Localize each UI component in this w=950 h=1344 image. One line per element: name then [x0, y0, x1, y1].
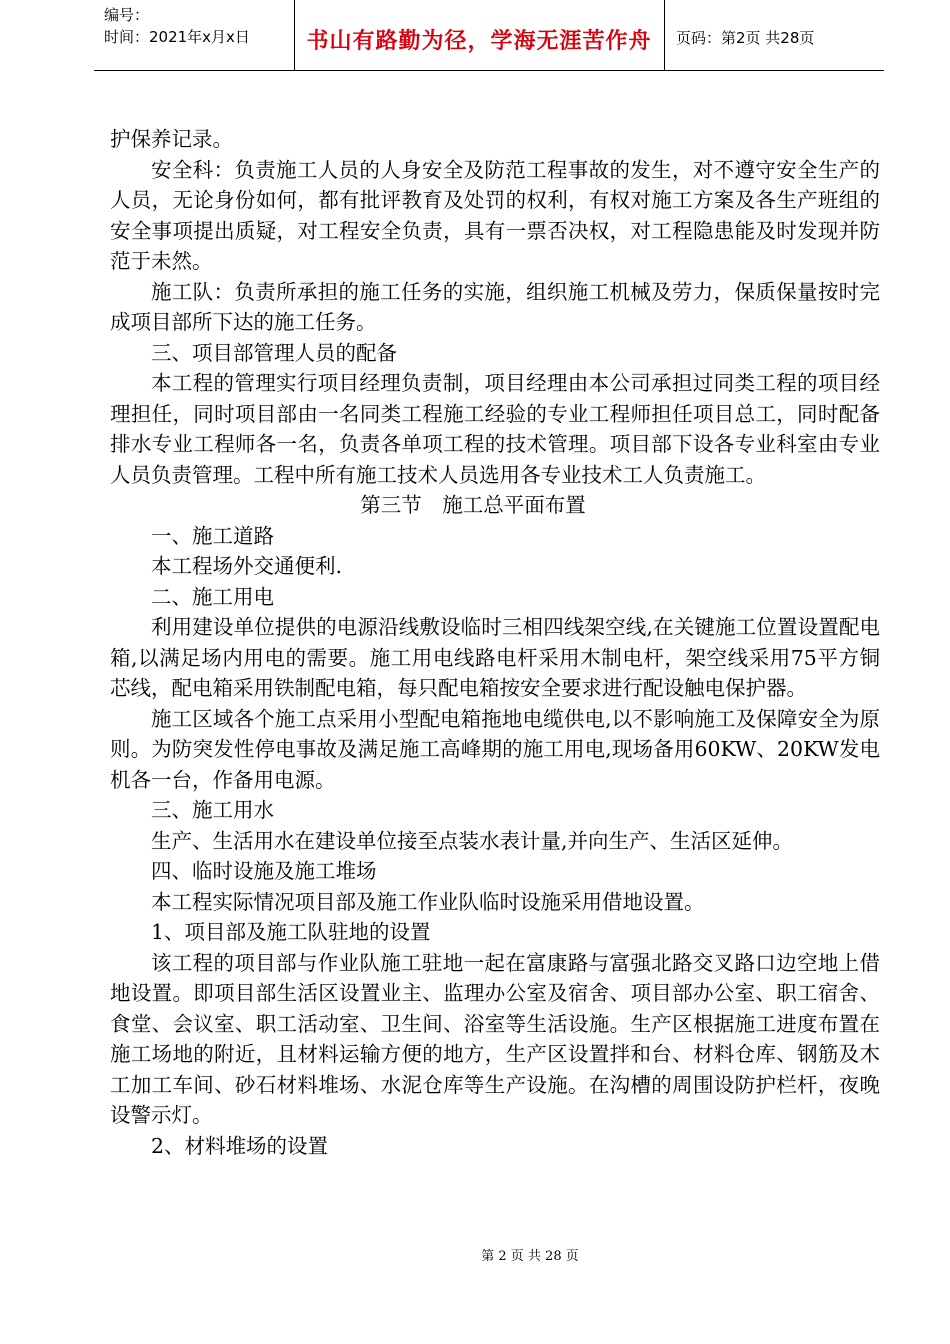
subsection-heading: 1、项目部及施工队驻地的设置	[151, 920, 431, 944]
section-heading: 二、施工用电	[151, 584, 274, 609]
header-page-label: 页码：第2页 共28页	[676, 29, 815, 47]
header-number-label: 编号：	[104, 6, 150, 24]
paragraph: 本工程场外交通便利.	[151, 554, 343, 578]
header-date-label: 时间：2021年x月x日	[104, 28, 250, 46]
header-motto: 书山有路勤为径，学海无涯苦作舟	[306, 29, 652, 54]
paragraph: 护保养记录。	[110, 127, 233, 151]
page-header	[94, 0, 884, 71]
paragraph: 该工程的项目部与作业队施工驻地一起在富康路与富强北路交叉路口边空地上借地设置。即项目部生活区设置业主、监理办公室及宿舍、项目部办公室、职工宿舍、食堂、会议室、职工活动室、卫生间、浴室等生活设施。生产区根据施工进度布置在施工场地的附近，且材料运输方便的地方，生产区设置拌和台、材料仓库、钢筋及木工加工车间、砂石材料堆场、水泥仓库等生产设施。在沟槽的周围设防护栏杆，夜晚设警示灯。	[110, 950, 880, 1127]
subsection-heading: 2、材料堆场的设置	[151, 1133, 329, 1158]
paragraph: 生产、生活用水在建设单位接至点装水表计量,并向生产、生活区延伸。	[151, 828, 794, 853]
header-meta	[104, 4, 250, 48]
paragraph: 安全科：负责施工人员的人身安全及防范工程事故的发生，对不遵守安全生产的人员，无论身份如何，都有批评教育及处罚的权利，有权对施工方案及各生产班组的安全事项提出质疑，对工程安全负责，具有一票否决权，对工程隐患能及时发现并防范于未然。	[110, 157, 880, 273]
document-body	[110, 124, 880, 1161]
paragraph: 施工区域各个施工点采用小型配电箱拖地电缆供电,以不影响施工及保障安全为原则。为防突发性停电事故及满足施工高峰期的施工用电,现场备用60KW、20KW发电机各一台，作备用电源。	[110, 706, 880, 792]
section-heading: 一、施工道路	[151, 523, 274, 548]
paragraph: 利用建设单位提供的电源沿线敷设临时三相四线架空线,在关键施工位置设置配电箱,以满足场内用电的需要。施工用电线路电杆采用木制电杆，架空线采用75平方铜芯线，配电箱采用铁制配电箱，每只配电箱按安全要求进行配设触电保护器。	[110, 615, 880, 700]
paragraph: 施工队：负责所承担的施工任务的实施，组织施工机械及劳力，保质保量按时完成项目部所下达的施工任务。	[110, 279, 880, 334]
header-divider-right	[664, 0, 665, 70]
section-heading: 三、施工用水	[151, 798, 274, 822]
section-heading: 三、项目部管理人员的配备	[151, 340, 397, 365]
paragraph: 本工程实际情况项目部及施工作业队临时设施采用借地设置。	[151, 889, 705, 914]
chapter-heading: 第三节 施工总平面布置	[360, 493, 586, 517]
paragraph: 本工程的管理实行项目经理负责制，项目经理由本公司承担过同类工程的项目经理担任，同时项目部由一名同类工程施工经验的专业工程师担任项目总工，同时配备排水专业工程师各一名，负责各单项工程的技术管理。项目部下设各专业科室由专业人员负责管理。工程中所有施工技术人员选用各专业技术工人负责施工。	[110, 371, 880, 487]
section-heading: 四、临时设施及施工堆场	[151, 859, 377, 883]
page-footer: 第 2 页 共 28 页	[481, 1249, 579, 1264]
